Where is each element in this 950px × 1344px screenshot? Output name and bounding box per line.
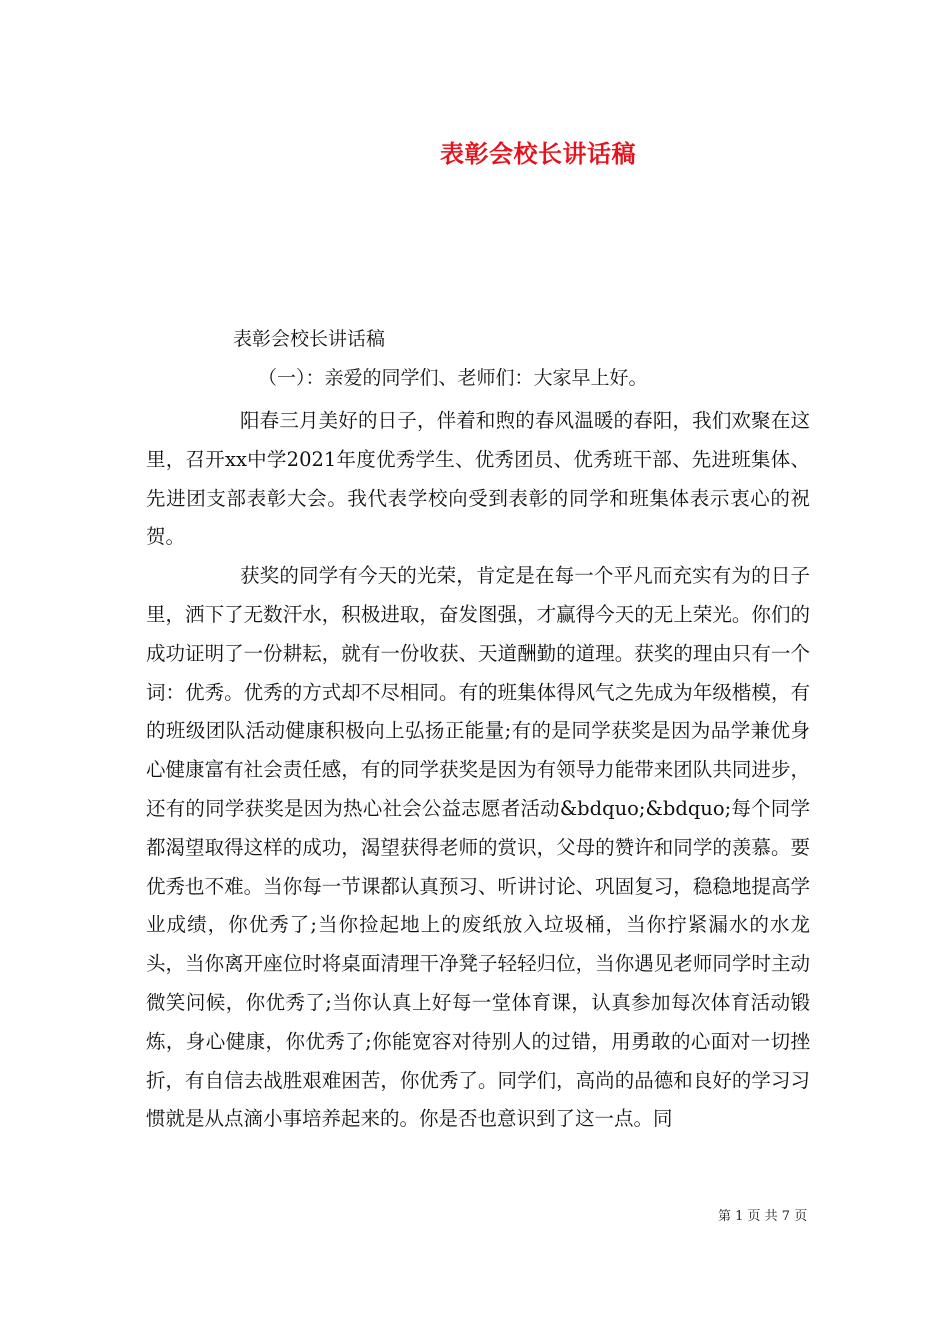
paragraph-1: 阳春三月美好的日子，伴着和煦的春风温暖的春阳，我们欢聚在这里，召开xx中学2021年度优秀学生、优秀团员、优秀班干部、先进班集体、先进团支部表彰大会。我代表学校向受到表彰的同学和班集体表示衷心的祝贺。 xyxy=(146,409,810,549)
greeting-line: （一）：亲爱的同学们、老师们：大家早上好。 xyxy=(258,367,648,389)
paragraph-2: 获奖的同学有今天的光荣，肯定是在每一个平凡而充实有为的日子里，洒下了无数汗水，积极进取，奋发图强，才赢得今天的无上荣光。你们的成功证明了一份耕耘，就有一份收获、天道酬勤的道理。获奖的理由只有一个词：优秀。优秀的方式却不尽相同。有的班集体得风气之先成为年级楷模，有的班级团队活动健康积极向上弘扬正能量;有的是同学获奖是因为品学兼优身心健康富有社会责任感，有的同学获奖是因为有领导力能带来团队共同进步，还有的同学获奖是因为热心社会公益志愿者活动&bdquo;&bdquo;每个同学都渴望取得这样的成功，渴望获得老师的赏识，父母的赞许和同学的羡慕。要优秀也不难。当你每一节课都认真预习、听讲讨论、巩固复习，稳稳地提高学业成绩，你优秀了;当你捡起地上的废纸放入垃圾桶，当你拧紧漏水的水龙头，当你离开座位时将桌面清理干净凳子轻轻归位，当你遇见老师同学时主动微笑问候，你优秀了;当你认真上好每一堂体育课，认真参加每次体育活动锻炼，身心健康，你优秀了;你能宽容对待别人的过错，用勇敢的心面对一切挫折，有自信去战胜艰难困苦，你优秀了。同学们，高尚的品德和良好的学习习惯就是从点滴小事培养起来的。你是否也意识到了这一点。同 xyxy=(146,564,810,1131)
document-body xyxy=(146,402,810,1139)
document-title: 表彰会校长讲话稿 xyxy=(440,139,636,168)
page-number: 第 1 页 共 7 页 xyxy=(718,1209,808,1224)
document-subtitle: 表彰会校长讲话稿 xyxy=(233,328,386,350)
